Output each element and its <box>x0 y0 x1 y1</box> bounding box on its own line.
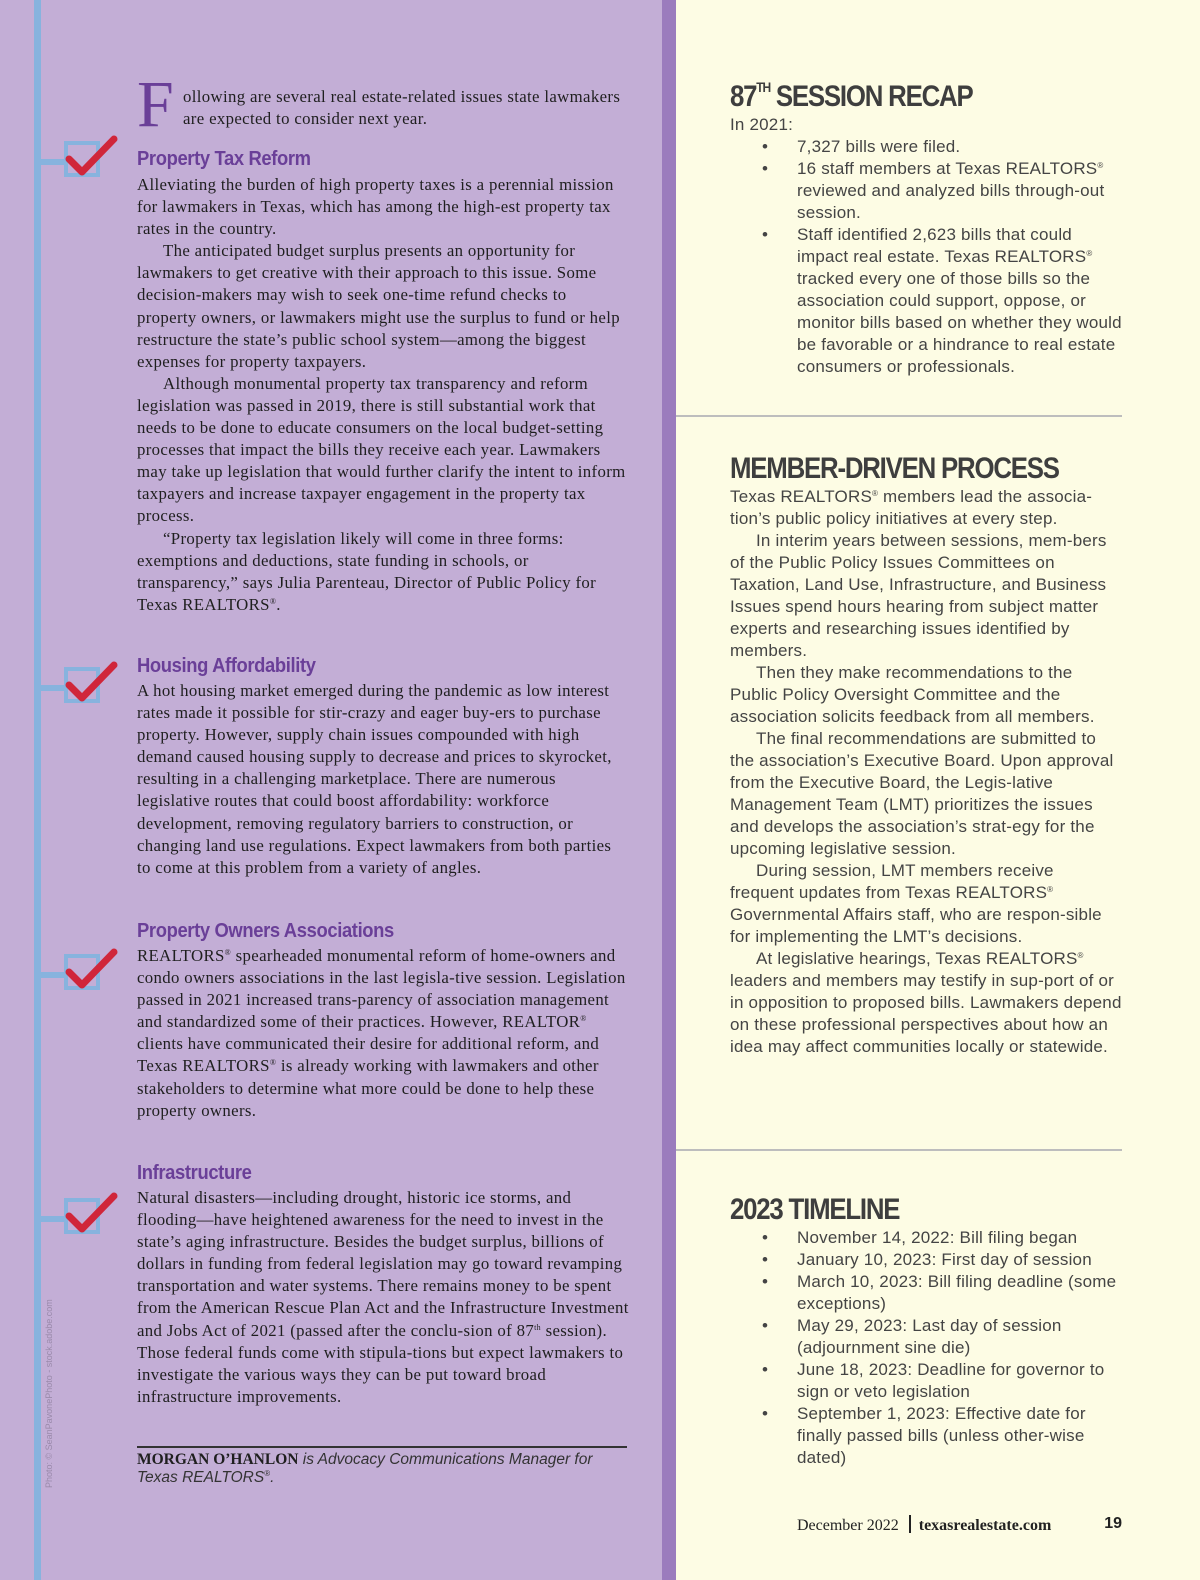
list-item: • September 1, 2023: Effective date for finally passed bills (unless other-wise dated) <box>730 1403 1122 1469</box>
process-p6: At legislative hearings, Texas REALTORS® leaders and members may testify in sup-port of or in opposition to proposed bills. Lawmakers depend on these professional perspectives about how an idea may affect communities locally or statewide. <box>730 949 1122 1056</box>
poa-heading: Property Owners Associations <box>137 920 394 942</box>
photo-credit: Photo: © SeanPavonePhoto - stock.adobe.com <box>44 1299 54 1488</box>
accent-bar <box>662 0 676 1580</box>
poa-body <box>137 945 629 1122</box>
property-tax-body <box>137 174 629 616</box>
process-p3: Then they make recommendations to the Public Policy Oversight Committee and the association solicits feedback from all members. <box>730 663 1095 726</box>
process-p4: The final recommendations are submitted to the association’s Executive Board. Upon approval from the Executive Board, the Legis-lative Management Team (LMT) prioritizes the issues and develops the association’s strat-egy for the upcoming legislative session. <box>730 729 1114 858</box>
intro-paragraph <box>137 68 637 141</box>
checkbox-checked-icon <box>34 141 114 189</box>
process-p5: During session, LMT members receive frequent updates from Texas REALTORS® Governmental Affairs staff, who are respon-sible for implementing the LMT’s decisions. <box>730 861 1102 946</box>
list-item: • May 29, 2023: Last day of session (adjournment sine die) <box>730 1315 1122 1359</box>
housing-body <box>137 680 629 879</box>
intro-text: ollowing are several real estate-related issues state lawmakers are expected to consider next year. <box>183 87 621 129</box>
page-footer <box>797 1515 1122 1537</box>
property-tax-p3: Although monumental property tax transparency and reform legislation was passed in 2019, there is still substantial work that needs to be done to educate consumers on the local budget-setting processes that impact the bills they receive each year. Lawmakers may take up legislation that would further clarify the intent to inform taxpayers and increase taxpayer engagement in the property tax process. <box>137 373 626 526</box>
page-number: 19 <box>1104 1515 1122 1532</box>
footer-site-link[interactable]: texasrealestate.com <box>918 1517 1052 1534</box>
process-heading: MEMBER-DRIVEN PROCESS <box>730 452 1059 485</box>
housing-heading: Housing Affordability <box>137 655 316 677</box>
timeline-heading: 2023 TIMELINE <box>730 1193 900 1226</box>
checkbox-checked-icon <box>34 667 114 715</box>
list-item: • Staff identified 2,623 bills that could impact real estate. Texas REALTORS® tracked every one of those bills so the association could support, oppose, or monitor bills based on whether they would be favorable or a hindrance to real estate consumers or professionals. <box>730 224 1122 378</box>
drop-cap: F <box>137 68 174 141</box>
list-item: • 7,327 bills were filed. <box>730 136 1122 158</box>
recap-body <box>730 114 1122 378</box>
checkbox-checked-icon <box>34 1198 114 1246</box>
list-item: • March 10, 2023: Bill filing deadline (some exceptions) <box>730 1271 1122 1315</box>
section-divider <box>676 415 1122 417</box>
timeline-body <box>730 1227 1122 1469</box>
author-byline: MORGAN O’HANLON is Advocacy Communications Manager for Texas REALTORS®. <box>137 1451 593 1486</box>
list-item: • June 18, 2023: Deadline for governor to sign or veto legislation <box>730 1359 1122 1403</box>
section-divider <box>676 1149 1122 1151</box>
recap-heading: 87TH SESSION RECAP <box>730 79 973 113</box>
timeline-line <box>34 0 41 1580</box>
footer-date: December 2022 <box>797 1517 899 1534</box>
poa-p1: REALTORS® spearheaded monumental reform of home-owners and condo owners associations in the last legisla-tive session. Legislation passed in 2021 increased trans-parency of association management and standardized some of their practices. However, REALTOR® clients have communicated their desire for additional reform, and Texas REALTORS® is already working with lawmakers and other stakeholders to determine what more could be done to help these property owners. <box>137 946 626 1120</box>
list-item: • January 10, 2023: First day of session <box>730 1249 1122 1271</box>
byline-divider <box>137 1446 627 1448</box>
property-tax-heading: Property Tax Reform <box>137 148 311 170</box>
recap-lead: In 2021: <box>730 115 794 134</box>
footer-separator <box>909 1515 911 1533</box>
list-item: • 16 staff members at Texas REALTORS® reviewed and analyzed bills through-out session. <box>730 158 1122 224</box>
property-tax-p4: “Property tax legislation likely will come in three forms: exemptions and deductions, state funding in schools, or transparency,” says Julia Parenteau, Director of Public Policy for Texas REALTORS®. <box>137 528 597 614</box>
process-p2: In interim years between sessions, mem-bers of the Public Policy Issues Committees on Taxation, Land Use, Infrastructure, and Business Issues spend hours hearing from subject matter experts and researching issues identified by members. <box>730 531 1107 660</box>
property-tax-p2: The anticipated budget surplus presents an opportunity for lawmakers to get creative with their approach to this issue. Some decision-makers may wish to seek one-time refund checks to property owners, or lawmakers might use the surplus to fund or help restructure the state’s public school system—among the biggest expenses for property taxpayers. <box>137 241 620 371</box>
list-item: • November 14, 2022: Bill filing began <box>730 1227 1122 1249</box>
infrastructure-heading: Infrastructure <box>137 1162 252 1184</box>
checkbox-checked-icon <box>34 954 114 1002</box>
recap-list <box>730 136 1122 378</box>
process-p1: Texas REALTORS® members lead the associa-tion’s public policy initiatives at every step. <box>730 487 1093 528</box>
housing-p1: A hot housing market emerged during the pandemic as low interest rates made it possible for stir-crazy and eager buy-ers to purchase property. However, supply chain issues compounded with high demand caused housing supply to decrease and prices to skyrocket, resulting in a challenging marketplace. There are numerous legislative routes that could boost affordability: workforce development, removing regulatory barriers to construction, or changing land use regulations. Expect lawmakers from both parties to come at this problem from a variety of angles. <box>137 681 612 877</box>
infrastructure-body <box>137 1187 629 1408</box>
property-tax-p1: Alleviating the burden of high property taxes is a perennial mission for lawmakers in Texas, which has among the high-est property tax rates in the country. <box>137 175 614 239</box>
timeline-list <box>730 1227 1122 1469</box>
infrastructure-p1: Natural disasters—including drought, historic ice storms, and flooding—have heightened awareness for the need to invest in the state’s aging infrastructure. Besides the budget surplus, billions of dollars in funding from federal legislation may go toward revamping transportation and water systems. There remains money to be spent from the American Rescue Plan Act and the Infrastructure Investment and Jobs Act of 2021 (passed after the conclu-sion of 87th session). Those federal funds come with stipula-tions but expect lawmakers to investigate the various ways they can be put toward broad infrastructure improvements. <box>137 1188 629 1406</box>
process-body <box>730 486 1122 1058</box>
